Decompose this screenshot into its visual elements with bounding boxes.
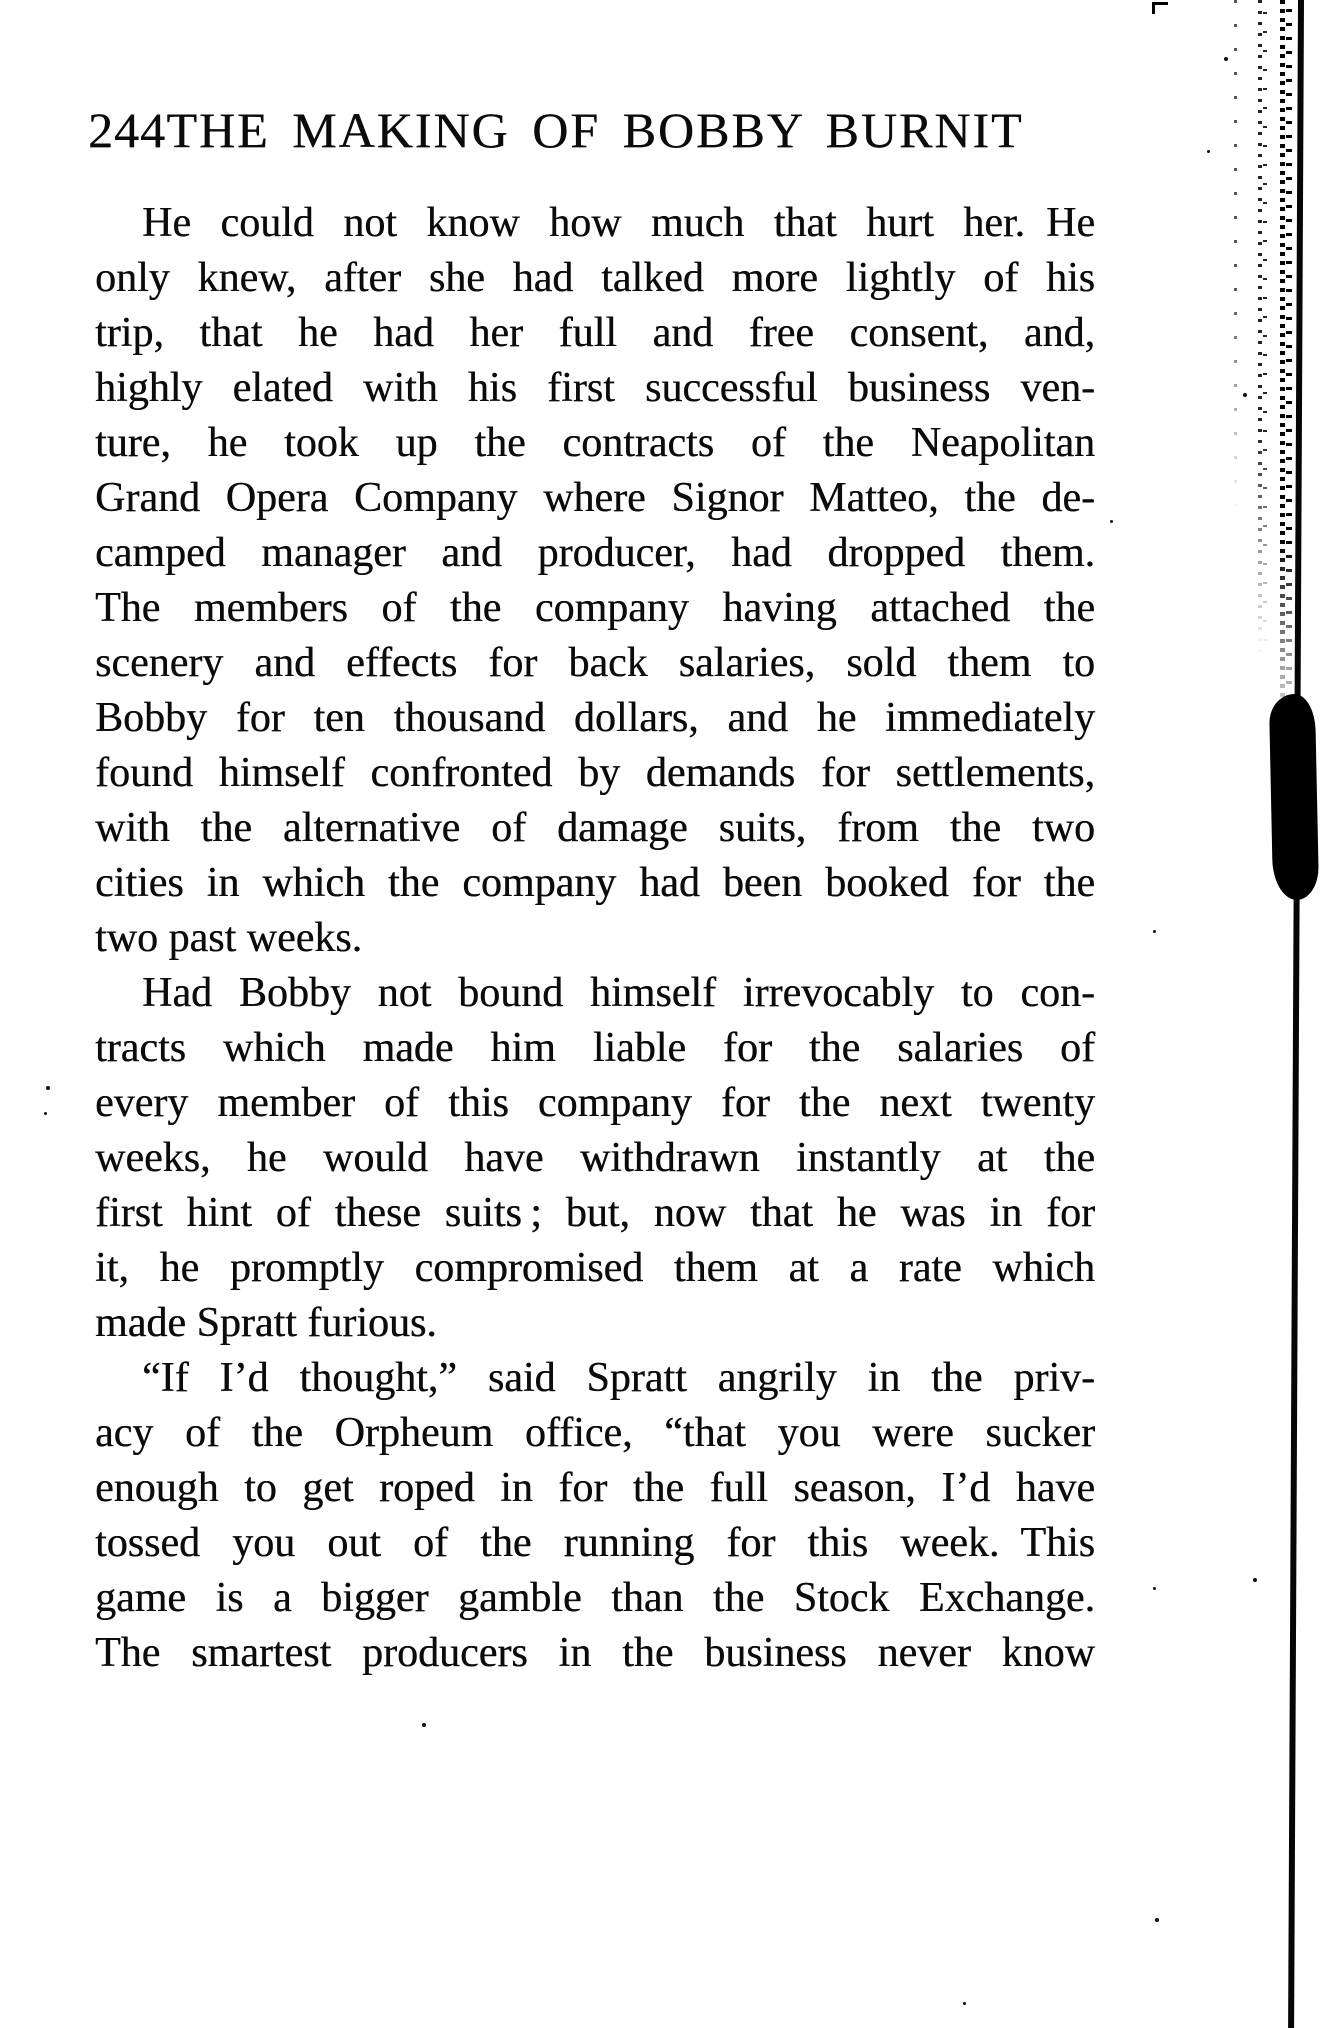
text-line: scenery and effects for back salaries, sold them to [95,640,1095,686]
scan-speckle-band-inner [1280,0,1293,745]
text-line: enough to get roped in for the full season, I’d have [95,1465,1095,1511]
paragraph [95,196,1095,966]
running-header [88,102,1095,158]
ink-speck [1153,930,1156,933]
scan-speckle-band-middle [1257,0,1268,660]
corner-mark-artifact [1152,2,1168,14]
text-line: game is a bigger gamble than the Stock Exchange. [95,1575,1095,1621]
scan-speckle-band-outer [1232,0,1240,520]
text-line: cities in which the company had been booked for the [95,860,1095,906]
text-line: Had Bobby not bound himself irrevocably to con- [142,970,1095,1016]
text-line: acy of the Orpheum office, “that you were sucker [95,1410,1095,1456]
page-title: THE MAKING OF BOBBY BURNIT [166,102,1024,158]
text-line: Grand Opera Company where Signor Matteo, the de- [95,475,1095,521]
text-line: trip, that he had her full and free consent, and, [95,310,1095,356]
text-line: with the alternative of damage suits, from the two [95,805,1095,851]
text-line: highly elated with his first successful business ven- [95,365,1095,411]
ink-blob-artifact [1269,694,1319,901]
text-line: every member of this company for the next twenty [95,1080,1095,1126]
text-line: tracts which made him liable for the salaries of [95,1025,1095,1071]
text-line: it, he promptly compromised them at a rate which [95,1245,1095,1291]
ink-speck [1153,1587,1156,1590]
text-line: “If I’d thought,” said Spratt angrily in the priv- [142,1355,1095,1401]
ink-speck [44,1112,47,1115]
text-line: found himself confronted by demands for settlements, [95,750,1095,796]
ink-speck [1155,1918,1159,1922]
ink-speck [1207,150,1210,153]
text-line: The smartest producers in the business never know [95,1630,1095,1676]
text-line: ture, he took up the contracts of the Neapolitan [95,420,1095,466]
ink-speck [422,1723,426,1727]
text-line: only knew, after she had talked more lightly of his [95,255,1095,301]
ink-speck [1243,393,1247,397]
page-number: 244 [88,102,166,158]
paragraph [95,966,1095,1351]
ink-speck [1110,520,1113,523]
text-line: The members of the company having attached the [95,585,1095,631]
text-line: tossed you out of the running for this week. This [95,1520,1095,1566]
ink-speck [963,2002,966,2005]
text-line: He could not know how much that hurt her. He [142,200,1095,246]
text-line: weeks, he would have withdrawn instantly at the [95,1135,1095,1181]
text-line: two past weeks. [95,915,363,961]
paragraph [95,1351,1095,1681]
ink-speck [46,1086,50,1090]
text-block [95,196,1095,1681]
text-line: made Spratt furious. [95,1300,437,1346]
text-line: first hint of these suits ; but, now that he was in for [95,1190,1095,1236]
text-line: camped manager and producer, had dropped them. [95,530,1095,576]
ink-speck [1224,57,1228,61]
ink-speck [1253,1578,1257,1582]
text-line: Bobby for ten thousand dollars, and he immediately [95,695,1095,741]
